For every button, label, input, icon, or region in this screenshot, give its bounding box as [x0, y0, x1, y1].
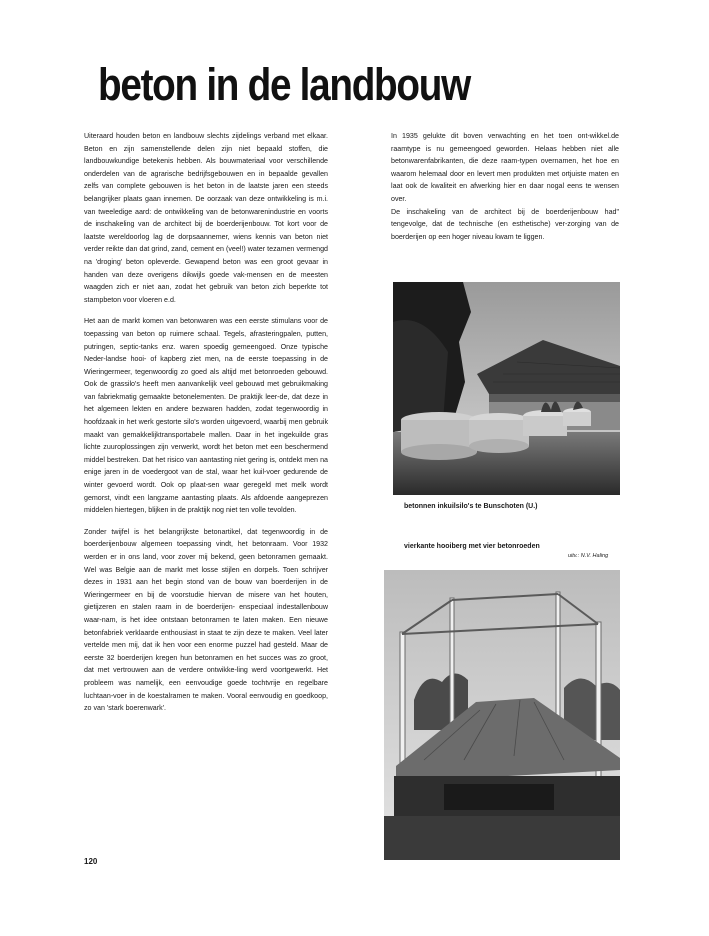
right-column — [391, 130, 619, 243]
paragraph-5: De inschakeling van de architect bij de boerderijenbouw had" tengevolge, dat de technische (en esthetische) ver-zorging van de boerderijen op een hoger niveau kwam te liggen. — [391, 207, 619, 241]
photo-silos — [393, 282, 620, 495]
paragraph-3: Zonder twijfel is het belangrijkste betonartikel, dat tegenwoordig in de boerderijenbouw algemeen toepassing vindt, het betonraam. Voor 1932 werden er in ons land, voor zover mij bekend, geen betonramen gemaakt. Wel was Belgie aan de markt met losse stijlen en dorpels. Toen schrijver dezes in 1931 aan het begin stond van de bouw van boerderijen in de Wieringermeer en bij de voorstudie hiervan de misere van het houten, gietijzeren en stalen raam in de boerderijen- enspeciaal indestallenbouw waar-nam, is het idee ontstaan betonramen te laten maken. Een nieuwe betonfabriek verklaarde enthousiast in staat te zijn deze te maken. Veel later vertelde men mij, dat ik hen voor een enorme puzzel had gesteld. Maar de eerste 32 boerderijen kregen hun betonramen en het succes was zo groot, dat met vertrouwen aan de verdere ontwikke-ling werd voortgewerkt. Het probleem was namelijk, een eenvoudige goede tochtvrije en regelbare luchtaan-voer in de koestalramen te maken. Vooral eenvoudig en goedkoop, zo van 'stark boerenwark'. — [84, 527, 328, 713]
photo-hooiberg-icon — [384, 570, 620, 860]
paragraph-4: In 1935 gelukte dit boven verwachting en het toen ont-wikkel.de raamtype is nu gemeengoed geworden. Helaas hebben niet alle betonwarenfabrikanten, die deze raam-typen overnamen, het hoe en waarom helemaal door en levert men produkten met ortjuiste maten en laat ook de kwaliteit en afwerking hier en daar nogal eens te wensen over. — [391, 132, 619, 203]
caption-silos: betonnen inkuilsilo's te Bunschoten (U.) — [404, 503, 538, 510]
left-column — [84, 130, 328, 724]
caption-hooiberg: vierkante hooiberg met vier betonroeden — [404, 543, 540, 550]
photo-credit: uitv.: N.V. Haling — [568, 553, 609, 559]
photo-hooiberg — [384, 570, 620, 860]
paragraph-2: Het aan de markt komen van betonwaren was een eerste stimulans voor de toepassing van beton op ruimere schaal. Tegels, afrasteringpalen, putten, putringen, septic-tanks enz. waren spoedig gemeengoed. Onze typische Neder-landse hooi- of kapberg ziet men, na de eerste toepassing in de Wieringermeer, tegenwoordig zo goed als altijd met betonroeden gebouwd. Ook de grassilo's heeft men aanvankelijk veel gebouwd met gebruikmaking van fabriekmatig gemaakte betonelementen. De praktijk leer-de, dat deze in het algemeen lekten en andere bezwaren hadden, zodat tegenwoordig in hoofdzaak in het werk gestorte silo's worden uitgevoerd, waarbij men gebruik maakt van gemakkelijktransportabele mallen. Daar in het ingekuilde gras lichte zuuroplossingen zijn verwerkt, wordt het beton met een beschermend middel bestreken. Dat het risico van aantasting niet gering is, ontdekt men na enige jaren in de voedergoot van de stal, waar het kuil-voer gedurende de winter gevoerd wordt. Ook op plaat-sen waar geregeld met melk wordt gemorst, vindt een langzame aantasting plaats. Als afdoende aangeprezen middelen hiertegen, blijken in de praktijk nog niet ten volle tevolden. — [84, 317, 328, 515]
paragraph-1: Uiteraard houden beton en landbouw slechts zijdelings verband met elkaar. Beton en zijn samenstellende delen zijn niet bepaald stoffen, die landbouwkundige betekenis hebben. Als bouwmateriaal voor verschillende onderdelen van de agrarische bedrijfsgebouwen en in bepaalde gevallen zelfs van complete gebouwen is het beton in de laatste jaren een steeds belangrijker plaats gaan innemen. De oorzaak van deze ontwikkeling is m.i. van tweeledige aard: de ontwikkeling van de betonwarenindustrie en voorts de inschakeling van de architect bij de boerderijenbouw. Tot kort voor de laatste wereldoorlog lag de dorpsaannemer, wiens kennis van beton niet verder reikte dan dat grind, zand, cement en (veel!) water tezamen vermengd na 'droging' beton opleverde. Gewapend beton was een groot gevaar in handen van deze overigens dikwijls goede vak-mensen en de meesten waagden zich er niet aan, zodat het gebruik van beton zich beperkte tot stampbeton voor vloeren e.d. — [84, 132, 328, 304]
photo-silos-icon — [393, 282, 620, 495]
article-title: beton in de landbouw — [98, 59, 470, 110]
page-number: 120 — [84, 857, 98, 866]
